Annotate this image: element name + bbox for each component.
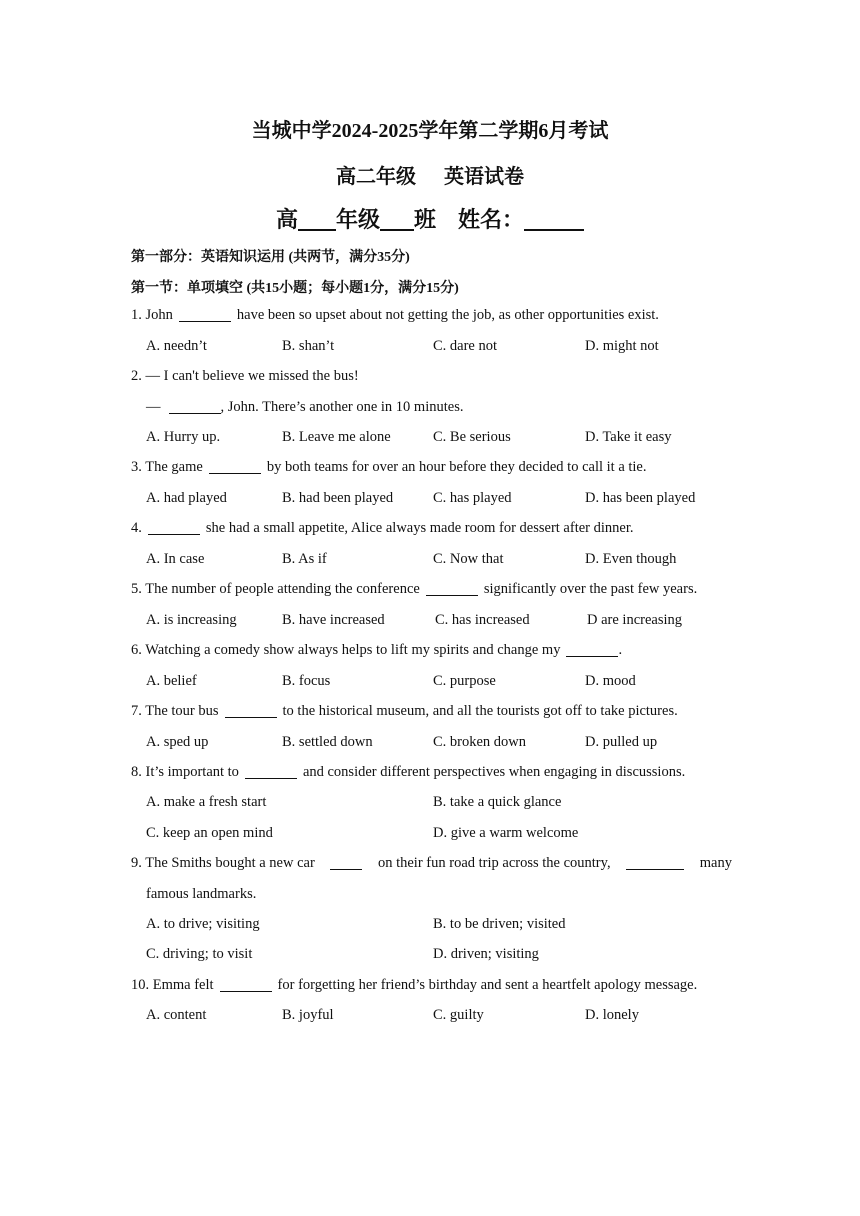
option-b: B. settled down	[282, 734, 373, 750]
question-stem: 5. The number of people attending the conference	[131, 581, 420, 597]
name-blank[interactable]	[524, 209, 584, 231]
option-d: D. give a warm welcome	[433, 825, 579, 841]
answer-blank	[148, 520, 200, 535]
option-d: D are increasing	[587, 612, 683, 628]
question-stem: 8. It’s important to	[131, 764, 239, 780]
option-c: C. driving; to visit	[146, 946, 253, 962]
option-b: B. had been played	[282, 490, 394, 506]
class-blank[interactable]	[380, 209, 414, 231]
option-c: C. dare not	[433, 338, 498, 354]
student-info-line	[0, 203, 860, 234]
question-stem: 9. The Smiths bought a new car	[131, 855, 315, 871]
question-stem: 3. The game	[131, 459, 203, 475]
option-a: A. to drive; visiting	[146, 916, 260, 932]
ban-label: 班	[414, 207, 437, 232]
question-stem: .	[618, 642, 623, 658]
question-1	[131, 307, 659, 324]
question-2: 2. — I can't believe we missed the bus!	[131, 368, 359, 384]
name-label: 姓名：	[458, 207, 525, 232]
option-d: D. Take it easy	[585, 429, 672, 445]
question-stem: 1. John	[131, 307, 173, 323]
question-9	[131, 855, 732, 872]
question-stem: 7. The tour bus	[131, 703, 219, 719]
question-stem: 10. Emma felt	[131, 977, 214, 993]
option-c: C. Be serious	[433, 429, 511, 445]
exam-title: 当城中学2024-2025学年第二学期6月考试	[251, 120, 609, 142]
question-stem: many	[699, 855, 732, 871]
option-a: A. had played	[146, 490, 227, 506]
question-stem: and consider different perspectives when engaging in discussions.	[302, 764, 686, 780]
option-d: D. might not	[585, 338, 659, 354]
option-a: A. is increasing	[146, 612, 237, 628]
dash: —	[146, 399, 161, 415]
option-b: B. As if	[282, 551, 327, 567]
question-stem: to the historical museum, and all the tourists got off to take pictures.	[282, 703, 678, 719]
answer-blank	[179, 307, 231, 322]
answer-blank	[225, 703, 277, 718]
answer-blank	[566, 642, 618, 657]
answer-blank	[209, 459, 261, 474]
subject-label: 英语试卷	[444, 166, 524, 188]
answer-blank	[330, 855, 362, 870]
part-heading: 第一部分：英语知识运用 (共两节，满分35分)	[131, 250, 410, 265]
section-heading: 第一节：单项填空 (共15小题；每小题1分，满分15分)	[131, 281, 459, 296]
question-5	[131, 581, 697, 598]
option-c: C. has increased	[435, 612, 530, 628]
option-d: D. mood	[585, 673, 636, 689]
option-b: B. joyful	[282, 1007, 334, 1023]
question-2-reply	[146, 399, 463, 416]
option-a: A. belief	[146, 673, 197, 689]
question-stem: 4.	[131, 520, 142, 536]
option-c: C. guilty	[433, 1007, 484, 1023]
gao-label: 高	[275, 207, 298, 232]
option-c: C. Now that	[433, 551, 504, 567]
question-7	[131, 703, 678, 720]
question-10	[131, 977, 697, 994]
option-b: B. to be driven; visited	[433, 916, 566, 932]
question-stem: she had a small appetite, Alice always made room for dessert after dinner.	[205, 520, 634, 536]
grade-label: 高二年级	[336, 166, 416, 188]
option-b: B. shan’t	[282, 338, 335, 354]
question-stem: 6. Watching a comedy show always helps to lift my spirits and change my	[131, 642, 561, 658]
option-d: D. has been played	[585, 490, 696, 506]
option-c: C. has played	[433, 490, 512, 506]
option-b: B. Leave me alone	[282, 429, 391, 445]
option-c: C. purpose	[433, 673, 496, 689]
option-d: D. lonely	[585, 1007, 639, 1023]
option-c: C. keep an open mind	[146, 825, 273, 841]
question-8	[131, 764, 685, 781]
answer-blank	[426, 581, 478, 596]
question-stem: , John. There’s another one in 10 minutes.	[220, 399, 464, 415]
answer-blank-2	[626, 855, 684, 870]
question-4	[131, 520, 633, 537]
question-stem: for forgetting her friend’s birthday and sent a heartfelt apology message.	[277, 977, 698, 993]
option-d: D. Even though	[585, 551, 677, 567]
answer-blank	[220, 977, 272, 992]
nianji-label: 年级	[335, 207, 380, 232]
option-a: A. In case	[146, 551, 205, 567]
option-a: A. make a fresh start	[146, 794, 267, 810]
option-a: A. sped up	[146, 734, 209, 750]
option-b: B. have increased	[282, 612, 385, 628]
question-6	[131, 642, 622, 659]
option-b: B. focus	[282, 673, 331, 689]
question-9-continued: famous landmarks.	[146, 886, 257, 902]
option-a: A. Hurry up.	[146, 429, 221, 445]
option-d: D. pulled up	[585, 734, 658, 750]
question-stem: significantly over the past few years.	[483, 581, 698, 597]
option-d: D. driven; visiting	[433, 946, 539, 962]
question-3	[131, 459, 647, 476]
grade-blank[interactable]	[298, 209, 336, 231]
answer-blank	[169, 399, 221, 414]
question-stem: have been so upset about not getting the job, as other opportunities exist.	[236, 307, 659, 323]
exam-subtitle	[0, 160, 860, 189]
question-stem: by both teams for over an hour before they decided to call it a tie.	[266, 459, 647, 475]
answer-blank	[245, 764, 297, 779]
option-c: C. broken down	[433, 734, 527, 750]
option-b: B. take a quick glance	[433, 794, 562, 810]
option-a: A. needn’t	[146, 338, 207, 354]
question-stem: on their fun road trip across the country,	[377, 855, 611, 871]
option-a: A. content	[146, 1007, 207, 1023]
